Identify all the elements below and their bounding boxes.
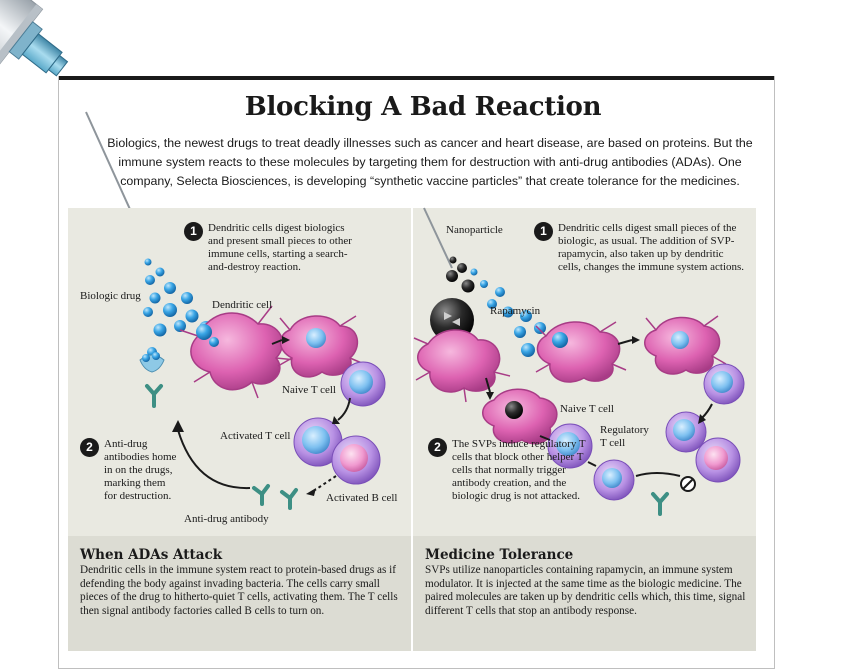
step-2-badge-left: 2 [80, 438, 99, 457]
dendritic-cell-right-3 [645, 316, 726, 374]
drug-antibody-complex [140, 352, 164, 372]
antibody-left-1 [147, 386, 161, 406]
naive-t-cell-left [341, 362, 385, 406]
label-anti-drug-antibody: Anti-drug antibody [184, 513, 269, 525]
dendritic-cell-right-1 [414, 330, 510, 402]
panel-right-heading: Medicine Tolerance [425, 547, 574, 563]
label-nanoparticle: Nanoparticle [446, 224, 503, 236]
blocked-t-cells-right [666, 364, 744, 482]
panel-left-heading: When ADAs Attack [80, 547, 223, 563]
panel-left-body: Dendritic cells in the immune system react to protein-based drugs as if defending the body against invading bacteria. The cells carry small pieces of the drug to hitherto-quiet T cells, activating them. The T cells then signal antibody factories called B cells to turn on. [80, 564, 398, 617]
stop-symbol [681, 477, 695, 491]
step-1-badge-right: 1 [534, 222, 553, 241]
label-naive-t-cell-right: Naive T cell [560, 403, 614, 415]
step-1-badge-left: 1 [184, 222, 203, 241]
antibody-right [653, 494, 667, 514]
label-biologic-drug: Biologic drug [80, 290, 141, 302]
intro-paragraph: Biologics, the newest drugs to treat deadly illnesses such as cancer and heart disease, are based on proteins. But the immune system reacts to these molecules by targeting them for destruction with anti-drug antibodies (ADAs). One company, Selecta Biosciences, is developing “synthetic vaccine particles” that create tolerance for the medicines. [107, 136, 753, 188]
antibody-left-3 [282, 490, 296, 508]
label-rapamycin: Rapamycin [490, 305, 541, 317]
dendritic-cell-left [180, 306, 296, 398]
label-dendritic-cell: Dendritic cell [212, 299, 273, 311]
activated-b-cell-left [332, 436, 380, 484]
regulatory-t-cell-right [594, 460, 634, 500]
label-activated-b-cell: Activated B cell [326, 492, 398, 504]
label-regulatory-t-cell: Regulatory T cell [600, 424, 649, 449]
label-naive-t-cell-left: Naive T cell [282, 384, 336, 396]
antibody-left-2 [254, 486, 268, 504]
panel-right-body: SVPs utilize nanoparticles containing rapamycin, an immune system modulator. It is injected at the same time as the biologic medicine. The paired molecules are taken up by dendritic cells which, this time, signal different T cells that stop an antibody response. [425, 564, 746, 617]
step-1-text-left: Dendritic cells digest biologics and present small pieces to other immune cells, starting a search-and-destroy reaction. [208, 222, 352, 273]
step-2-text-left: Anti-drug antibodies home in on the drugs, marking them for destruction. [104, 438, 177, 502]
dendritic-cell-right-2 [536, 322, 626, 382]
label-activated-t-cell: Activated T cell [220, 430, 291, 442]
step-2-text-right: The SVPs induce regulatory T cells that block other helper T cells that normally trigger antibody creation, and the biologic drug is not attacked. [452, 438, 586, 502]
step-1-text-right: Dendritic cells digest small pieces of the biologic, as usual. The addition of SVP-rapamycin, also taken up by dendritic cells, changes the immune system actions. [558, 222, 745, 273]
dendritic-cell-right-4 [483, 389, 557, 443]
page-title: Blocking A Bad Reaction [244, 92, 602, 122]
nanoparticles [446, 257, 475, 293]
step-2-badge-right: 2 [428, 438, 447, 457]
